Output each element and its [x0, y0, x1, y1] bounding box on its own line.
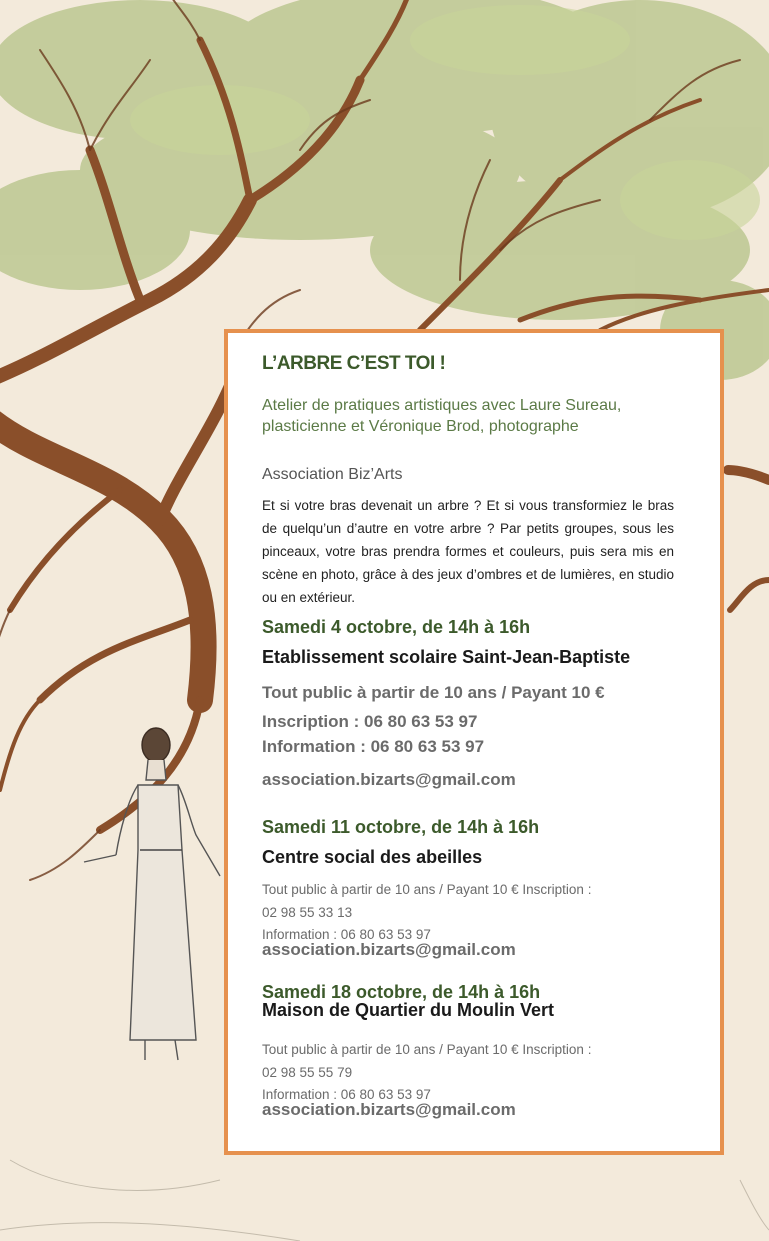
session-2-venue: Centre social des abeilles: [262, 847, 483, 867]
session-3-email[interactable]: association.bizarts@gmail.com: [262, 1100, 516, 1119]
session-1-public: Tout public à partir de 10 ans / Payant 10 €: [262, 683, 605, 702]
session-3-phone: 02 98 55 55 79: [262, 1065, 353, 1080]
session-3-venue: Maison de Quartier du Moulin Vert: [262, 1000, 555, 1020]
session-2-email[interactable]: association.bizarts@gmail.com: [262, 940, 516, 959]
session-2-information: Information : 06 80 63 53 97: [262, 927, 431, 942]
event-card: [224, 329, 724, 1155]
session-3-public: Tout public à partir de 10 ans / Payant 10 € Inscription :: [262, 1042, 592, 1057]
event-title: L’ARBRE C’EST TOI !: [262, 353, 446, 374]
session-2-public: Tout public à partir de 10 ans / Payant 10 € Inscription :: [262, 882, 592, 897]
session-1-venue: Etablissement scolaire Saint-Jean-Baptiste: [262, 647, 631, 667]
session-1-information: Information : 06 80 63 53 97: [262, 737, 485, 756]
association-name: Association Biz’Arts: [262, 466, 403, 483]
event-description: Et si votre bras devenait un arbre ? Et si vous transformiez le bras de quelqu’un d’autre en votre arbre ? Par petits groupes, sous les pinceaux, votre bras prendra formes et couleurs, puis sera mis en scène en photo, grâce à des jeux d’ombres et de lumières, en studio ou en extérieur.: [262, 498, 674, 605]
session-3-information: Information : 06 80 63 53 97: [262, 1087, 431, 1102]
session-1-inscription: Inscription : 06 80 63 53 97: [262, 712, 478, 731]
event-subtitle: Atelier de pratiques artistiques avec Laure Sureau, plasticienne et Véronique Brod, photographe: [262, 397, 622, 435]
session-1-date: Samedi 4 octobre, de 14h à 16h: [262, 617, 531, 637]
session-2-date: Samedi 11 octobre, de 14h à 16h: [262, 817, 540, 837]
session-2-phone: 02 98 55 33 13: [262, 905, 353, 920]
session-3-date: Samedi 18 octobre, de 14h à 16h: [262, 982, 541, 1002]
session-1-email[interactable]: association.bizarts@gmail.com: [262, 770, 516, 789]
